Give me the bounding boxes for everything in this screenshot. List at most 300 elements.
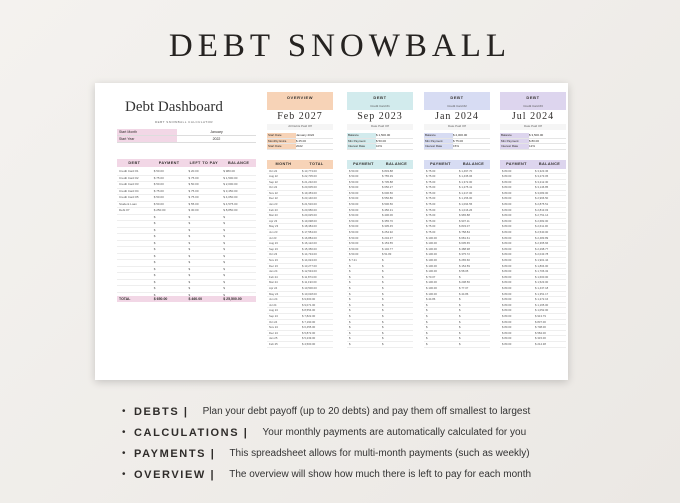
debt-cell[interactable]: $ (153, 292, 156, 297)
debt-cell[interactable]: $ (223, 227, 225, 232)
schedule-cell: $ 9,071.00 (302, 302, 316, 307)
debt-cell[interactable] (117, 280, 152, 286)
schedule-cell: $ 1,706.32 (535, 269, 549, 274)
schedule-cell: Oct 22 (269, 185, 278, 190)
schedule-cell: $ 100.00 (426, 241, 437, 246)
feature-text: The overview will show how much there is left to pay for each month (229, 469, 532, 480)
schedule-cell: Jul 23 (269, 235, 277, 240)
dashboard-subtitle: DEBT SNOWBALL CALCULATOR (155, 120, 214, 124)
debt-cell[interactable]: $ (153, 279, 156, 284)
schedule-cell: $ 80.00 (502, 341, 512, 346)
schedule-cell: $ 2,966.50 (535, 196, 549, 201)
dashboard-title: Debt Dashboard (125, 99, 223, 115)
schedule-header-cell: MONTH (275, 161, 292, 166)
info-value[interactable]: 2022 (212, 137, 221, 141)
debt-table-body (117, 169, 256, 299)
schedule-cell: $ 21,232.00 (302, 179, 317, 184)
schedule-cell: $ 7,822.00 (302, 313, 316, 318)
schedule-cell: $ 75.00 (426, 185, 436, 190)
debt-cell[interactable]: $ 2,000.00 (223, 182, 238, 186)
schedule-body (347, 169, 413, 348)
debt-cell[interactable]: $ 75.00 (188, 175, 199, 180)
debt-cell[interactable]: Credit Card #5 (119, 195, 139, 199)
detail-row (267, 144, 333, 150)
schedule-cell: $ 50.00 (349, 179, 359, 184)
schedule-cell: $ 6,455.00 (302, 325, 316, 330)
schedule-cell: $ 705.88 (382, 179, 393, 184)
schedule-cell: $ 755.39 (382, 174, 393, 179)
schedule-cell: $ 80.00 (502, 185, 512, 190)
detail-label: Interest Rate (500, 144, 529, 149)
schedule-cell: $ 51.83 (382, 252, 392, 257)
debt-cell[interactable]: $ (188, 214, 191, 219)
debt-column (347, 92, 413, 348)
schedule-cell: $ 3,323.36 (535, 168, 549, 173)
schedule-cell: $ 50.00 (349, 230, 359, 235)
debt-cell[interactable]: $ 75.00 (188, 188, 199, 193)
schedule-cell: $ 75.00 (426, 207, 436, 212)
schedule-cell: $ 16,884.00 (302, 235, 317, 240)
debt-cell[interactable] (117, 247, 152, 253)
debt-cell[interactable]: $ (223, 221, 225, 225)
schedule-cell: $ (382, 308, 384, 313)
schedule-cell: $ 80.00 (502, 190, 512, 195)
schedule-cell: Jan 23 (269, 202, 278, 207)
schedule-cell: $ 44.86 (426, 297, 436, 302)
schedule-cell: $ 102.77 (382, 246, 393, 251)
debt-cell[interactable]: Student Loan (119, 201, 137, 206)
bullet-dot: • (122, 469, 126, 480)
debt-cell[interactable]: $ (223, 273, 225, 277)
schedule-cell: Dec 23 (269, 263, 278, 268)
detail-value[interactable]: 10% (376, 144, 383, 148)
debt-cell[interactable]: $ 250.00 (153, 208, 166, 212)
schedule-cell: $ (459, 302, 461, 307)
schedule-cell: Mar 23 (269, 213, 278, 218)
debt-cell[interactable]: $ (153, 253, 156, 258)
schedule-cell: $ 80.00 (502, 280, 512, 285)
schedule-cell: $ 1,165.00 (535, 302, 549, 307)
debt-cell[interactable]: $ (223, 286, 225, 290)
schedule-cell: $ 11,874.00 (302, 274, 317, 279)
schedule-header-cell: BALANCE (385, 161, 408, 166)
schedule-cell: $ 10,018.00 (302, 291, 317, 296)
schedule-cell: $ 1,275.41 (459, 185, 473, 190)
schedule-body (424, 169, 490, 348)
schedule-cell: $ 556.86 (382, 196, 393, 201)
info-label: Start Year (117, 136, 177, 142)
debt-cell[interactable]: $ (223, 279, 225, 284)
schedule-cell: $ 75.00 (426, 224, 436, 229)
schedule-cell: $ 5,239.00 (302, 336, 316, 341)
schedule-cell: $ (459, 330, 461, 335)
schedule-cell: $ 80.00 (502, 263, 512, 268)
detail-label: Min Payment (424, 139, 453, 144)
schedule-cell: $ 208.56 (459, 280, 470, 285)
card-details (347, 133, 413, 150)
bullet-dot: • (122, 427, 126, 438)
schedule-cell: $ 100.00 (426, 252, 437, 257)
schedule-cell: $ 2,875.51 (535, 202, 549, 207)
schedule-cell: $ 80.00 (502, 218, 512, 223)
debt-cell[interactable]: $ (153, 266, 156, 271)
header-debt: DEBT (128, 161, 141, 165)
debt-cell[interactable]: $ (188, 260, 191, 264)
schedule-cell: $ 21,516.00 (302, 202, 317, 207)
debt-cell[interactable]: $ (153, 240, 156, 245)
debt-cell[interactable]: $ (188, 292, 191, 297)
schedule-cell: $ 1,094.55 (459, 202, 473, 207)
schedule-cell: $ 50.00 (349, 185, 359, 190)
debt-cell[interactable]: Credit Card #4 (119, 188, 139, 193)
schedule-cell: $ 833.07 (459, 224, 470, 229)
schedule-cell: $ 80.00 (502, 308, 512, 313)
schedule-cell: $ 80.00 (502, 241, 512, 246)
payoff-note: Date Paid Off (424, 124, 490, 130)
schedule-cell: $ 75.00 (426, 213, 436, 218)
schedule-cell: Apr 24 (269, 285, 278, 290)
schedule-cell: $ 3,083.00 (535, 190, 549, 195)
schedule-cell: $ 19,098.00 (302, 218, 317, 223)
schedule-cell: $ (459, 325, 461, 330)
schedule-cell: $ (349, 330, 351, 335)
schedule-cell: Oct 23 (269, 252, 278, 257)
detail-value[interactable]: January 2022 (296, 133, 315, 137)
detail-value[interactable]: 15% (453, 144, 460, 148)
debt-cell[interactable]: $ (188, 221, 191, 225)
schedule-cell: $ 75.00 (426, 179, 436, 184)
debt-cell[interactable]: $ 50.00 (188, 182, 199, 186)
schedule-cell: $ 2,682.00 (535, 218, 549, 223)
schedule-cell: $ (382, 336, 384, 341)
schedule-cell: $ 803.88 (382, 168, 393, 173)
schedule-header (500, 160, 566, 169)
schedule-cell: $ 708.00 (535, 325, 546, 330)
schedule-cell: $ 605.65 (459, 241, 470, 246)
schedule-cell: $ 1,052.00 (535, 308, 549, 313)
schedule-cell: $ 837.00 (535, 319, 546, 324)
debt-cell[interactable]: $ (223, 234, 225, 238)
detail-label: Balance (347, 133, 376, 138)
schedule-cell: $ 315.00 (535, 336, 546, 341)
schedule-cell: $ 204.37 (382, 235, 393, 240)
debt-cell[interactable]: $ (153, 234, 156, 238)
debt-cell[interactable] (117, 215, 152, 221)
payoff-date: Feb 2027 (277, 111, 323, 122)
detail-value[interactable]: 12% (529, 144, 536, 148)
debt-cell[interactable] (117, 286, 152, 292)
schedule-header (267, 160, 333, 169)
detail-value[interactable]: $ 2,000.00 (453, 133, 468, 137)
detail-label: Balance (424, 133, 453, 138)
schedule-header-cell: PAYMENT (430, 161, 451, 166)
schedule-cell: $ 80.00 (502, 325, 512, 330)
debt-cell[interactable]: $ 4,050.00 (223, 195, 238, 199)
debt-cell[interactable] (117, 267, 152, 273)
schedule-cell: $ 4,500.00 (302, 341, 316, 346)
debt-cell[interactable]: $ 30.00 (188, 208, 199, 212)
debt-cell[interactable]: $ (188, 286, 191, 290)
debt-cell[interactable]: $ (188, 227, 191, 232)
dashboard-info (117, 129, 256, 143)
schedule-header (347, 160, 413, 169)
debt-cell[interactable]: $ (153, 221, 156, 225)
debt-cell[interactable]: $ (188, 279, 191, 284)
total-payment: $ 650.00 (153, 297, 168, 301)
schedule-cell: $ 75.00 (426, 230, 436, 235)
debt-column (500, 92, 566, 348)
debt-cell[interactable]: $ 75.00 (153, 188, 164, 193)
schedule-cell: $ 305.45 (382, 224, 393, 229)
schedule-cell: $ 1,351.17 (535, 291, 549, 296)
schedule-cell: $ 1,523.00 (535, 280, 549, 285)
debt-cell[interactable]: Credit Card #2 (119, 175, 139, 180)
card-heading: DEBT (347, 92, 413, 104)
debt-cell[interactable]: $ 980.00 (223, 169, 235, 173)
schedule-cell: $ 16,122.00 (302, 241, 317, 246)
schedule-header-cell: PAYMENT (353, 161, 374, 166)
detail-label: Interest Rate (424, 144, 453, 149)
schedule-cell: $ 80.00 (502, 330, 512, 335)
detail-value[interactable]: $ 50.00 (376, 138, 387, 143)
schedule-cell: $ (382, 258, 384, 262)
debt-cell[interactable]: $ (188, 253, 191, 258)
schedule-cell: $ 2,751.14 (535, 213, 549, 218)
debt-cell[interactable]: $ (223, 247, 225, 251)
debt-cell[interactable]: $ 20.00 (188, 169, 199, 173)
schedule-cell: $ (459, 336, 461, 341)
bullet-dot: • (122, 406, 126, 417)
schedule-cell: Dec 22 (269, 196, 278, 201)
debt-cell[interactable]: $ (223, 240, 225, 245)
schedule-cell: $ 22,705.00 (302, 174, 317, 179)
schedule-cell: $ 14,024.00 (302, 258, 317, 262)
schedule-cell: Feb 24 (269, 274, 278, 279)
debt-cell[interactable]: $ 75.00 (188, 195, 199, 199)
schedule-cell: $ (382, 269, 384, 274)
debt-cell[interactable] (117, 241, 152, 247)
schedule-cell: Jul 24 (269, 302, 277, 307)
schedule-cell: $ (349, 341, 351, 346)
debt-cell[interactable]: $ (153, 273, 156, 277)
detail-label: Min Payment (500, 139, 529, 144)
debt-cell[interactable]: $ (153, 214, 156, 219)
debt-cell[interactable] (117, 273, 152, 279)
detail-value[interactable]: $ 75.00 (453, 138, 464, 143)
schedule-cell: $ (349, 291, 351, 296)
schedule-cell: $ (459, 297, 461, 302)
schedule-cell: $ 100.00 (426, 246, 437, 251)
detail-value[interactable]: $ 25.00 (296, 138, 307, 143)
schedule-cell: $ 50.00 (349, 207, 359, 212)
schedule-cell: $ 80.00 (502, 246, 512, 251)
debt-cell[interactable]: $ (153, 286, 156, 290)
debt-cell[interactable]: $ 50.00 (153, 169, 164, 173)
schedule-cell: $ 80.00 (502, 230, 512, 235)
debt-cell[interactable] (117, 234, 152, 240)
feature-text: This spreadsheet allows for multi-month payments (such as weekly) (229, 448, 530, 459)
debt-cell[interactable]: $ (223, 292, 225, 297)
card-details (500, 133, 566, 150)
debt-cell[interactable]: $ (223, 260, 225, 264)
schedule-cell: $ (349, 325, 351, 330)
schedule-cell: $ 3,146.85 (535, 185, 549, 190)
debt-table-header (117, 159, 256, 167)
feature-label: PAYMENTS | (134, 447, 216, 460)
debt-cell[interactable]: $ (188, 240, 191, 245)
schedule-cell: $ (349, 269, 351, 274)
schedule-cell: $ 265.60 (459, 258, 470, 262)
schedule-cell: $ 11,193.00 (302, 280, 317, 285)
debt-cell[interactable]: $ 50.00 (153, 201, 164, 206)
schedule-cell: $ 681.61 (459, 235, 470, 240)
detail-value[interactable]: $ 3,500.00 (529, 133, 544, 137)
schedule-cell: $ 75.00 (426, 196, 436, 201)
schedule-cell: $ 50.00 (349, 235, 359, 240)
schedule-cell: $ 80.00 (502, 196, 512, 201)
detail-value[interactable]: $ 80.00 (529, 138, 540, 143)
card-heading: OVERVIEW (267, 92, 333, 104)
debt-cell[interactable]: $ (188, 273, 191, 277)
total-row (117, 296, 256, 302)
schedule-cell: $ 254.92 (382, 230, 393, 235)
schedule-cell: $ 19,453.00 (302, 190, 317, 195)
schedule-cell: $ 80.00 (502, 213, 512, 218)
schedule-cell: $ 50.00 (349, 213, 359, 218)
schedule-cell: Oct 24 (269, 319, 278, 324)
payoff-date: Jan 2024 (435, 111, 479, 122)
debt-cell[interactable]: $ 50.00 (153, 195, 164, 199)
schedule-header-cell: BALANCE (538, 161, 561, 166)
debt-cell[interactable]: $ (153, 260, 156, 264)
schedule-cell: $ 913.79 (535, 313, 546, 318)
schedule-cell: Jan 25 (269, 336, 278, 341)
detail-label: Interest Rate (347, 144, 376, 149)
info-row (117, 136, 256, 143)
schedule-cell: $ 2,298.77 (535, 246, 549, 251)
debt-cell[interactable]: $ 1,500.00 (223, 175, 238, 180)
schedule-cell: $ 80.00 (502, 202, 512, 207)
info-value[interactable]: January (210, 130, 223, 134)
debt-cell[interactable]: $ (223, 266, 225, 271)
schedule-cell: $ 20,605.00 (302, 185, 317, 190)
debt-cell[interactable]: $ (223, 214, 225, 219)
schedule-cell: $ 15,350.00 (302, 246, 317, 251)
schedule-cell: $ 18,384.00 (302, 224, 317, 229)
schedule-cell: $ 80.00 (502, 168, 512, 173)
schedule-cell: $ 80.00 (502, 224, 512, 229)
header-left-to-pay: LEFT TO PAY (189, 161, 219, 165)
schedule-cell: May 24 (269, 291, 279, 296)
debt-cell[interactable]: $ 75.00 (153, 175, 164, 180)
schedule-cell: $ 80.00 (502, 258, 512, 262)
schedule-cell: $ (426, 336, 428, 341)
schedule-cell: $ 75.00 (426, 190, 436, 195)
schedule-cell: $ 456.31 (382, 207, 393, 212)
debt-cell[interactable]: Credit Card #3 (119, 182, 139, 186)
debt-cell[interactable] (117, 221, 152, 227)
debt-cell[interactable]: $ 55.00 (188, 201, 199, 206)
schedule-cell: $ 3,212.30 (535, 179, 549, 184)
schedule-cell: $ (349, 313, 351, 318)
schedule-cell: $ (426, 308, 428, 313)
debt-cell[interactable]: $ 50.00 (153, 182, 164, 186)
debt-cell[interactable]: Credit Card #1 (119, 169, 139, 173)
debt-cell[interactable]: $ 4,575.00 (223, 201, 238, 206)
feature-label: CALCULATIONS | (134, 426, 249, 439)
debt-cell[interactable]: $ (188, 247, 191, 251)
schedule-cell: $ 80.00 (502, 269, 512, 274)
detail-value[interactable]: $ 1,500.00 (376, 133, 391, 137)
schedule-cell: $ (426, 302, 428, 307)
card-details (424, 133, 490, 150)
schedule-cell: $ (426, 330, 428, 335)
payoff-note: All Debts Paid Off (267, 124, 333, 130)
schedule-cell: $ 80.00 (502, 207, 512, 212)
total-balance: $ 25,500.00 (223, 297, 242, 301)
schedule-cell: $ 1,435.06 (459, 174, 473, 179)
debt-cell[interactable] (117, 254, 152, 260)
schedule-cell: $ (349, 280, 351, 285)
feature-list (122, 401, 652, 485)
debt-cell[interactable]: $ (188, 266, 191, 271)
debt-cell[interactable]: $ (188, 234, 191, 238)
schedule-cell: $ 214.38 (535, 341, 546, 346)
debt-cell[interactable]: $ (223, 253, 225, 258)
debt-cell[interactable] (117, 228, 152, 234)
schedule-cell: $ 1,156.00 (459, 196, 473, 201)
card-debt-name: Credit Card #2 (424, 104, 490, 110)
schedule-cell: $ 488.98 (459, 246, 470, 251)
schedule-cell: $ (349, 297, 351, 302)
schedule-cell: $ 50.00 (349, 174, 359, 179)
schedule-cell: Oct 22 (269, 168, 278, 173)
schedule-cell: Jun 23 (269, 230, 278, 235)
schedule-cell: $ 80.00 (502, 235, 512, 240)
schedule-cell: $ 7,190.00 (302, 319, 316, 324)
schedule-cell: $ 5,872.00 (302, 330, 316, 335)
schedule-cell: $ (349, 285, 351, 290)
payoff-date: Jul 2024 (511, 111, 555, 122)
schedule-cell: $ 10,500.00 (302, 285, 317, 290)
detail-value[interactable]: 2022 (296, 144, 303, 148)
schedule-cell: $ 50.00 (349, 218, 359, 223)
schedule-cell: $ 100.00 (426, 291, 437, 296)
schedule-cell: $ 100.00 (426, 280, 437, 285)
schedule-cell: Jan 24 (269, 269, 278, 274)
schedule-cell: $ 80.00 (502, 174, 512, 179)
schedule-cell: $ 80.00 (502, 252, 512, 257)
debt-cell[interactable]: Debt #7 (119, 208, 130, 212)
schedule-header (424, 160, 490, 169)
schedule-cell: $ (426, 341, 428, 346)
debt-cell[interactable] (117, 260, 152, 266)
schedule-cell: Apr 23 (269, 218, 278, 223)
schedule-cell: $ (382, 330, 384, 335)
schedule-cell: $ 50.00 (349, 252, 359, 257)
debt-cell[interactable]: $ (153, 247, 156, 251)
feature-label: OVERVIEW | (134, 468, 216, 481)
schedule-cell: $ 50.00 (349, 241, 359, 246)
debt-cell[interactable]: $ (153, 227, 156, 232)
debt-cell[interactable]: $ 3,450.00 (223, 188, 238, 193)
schedule-cell: $ (382, 285, 384, 290)
schedule-cell: Sep 23 (269, 246, 278, 251)
debt-cell[interactable]: $ 8,850.00 (223, 208, 238, 212)
schedule-body (500, 169, 566, 348)
card-heading: DEBT (424, 92, 490, 104)
feature-text: Your monthly payments are automatically calculated for you (262, 427, 527, 438)
